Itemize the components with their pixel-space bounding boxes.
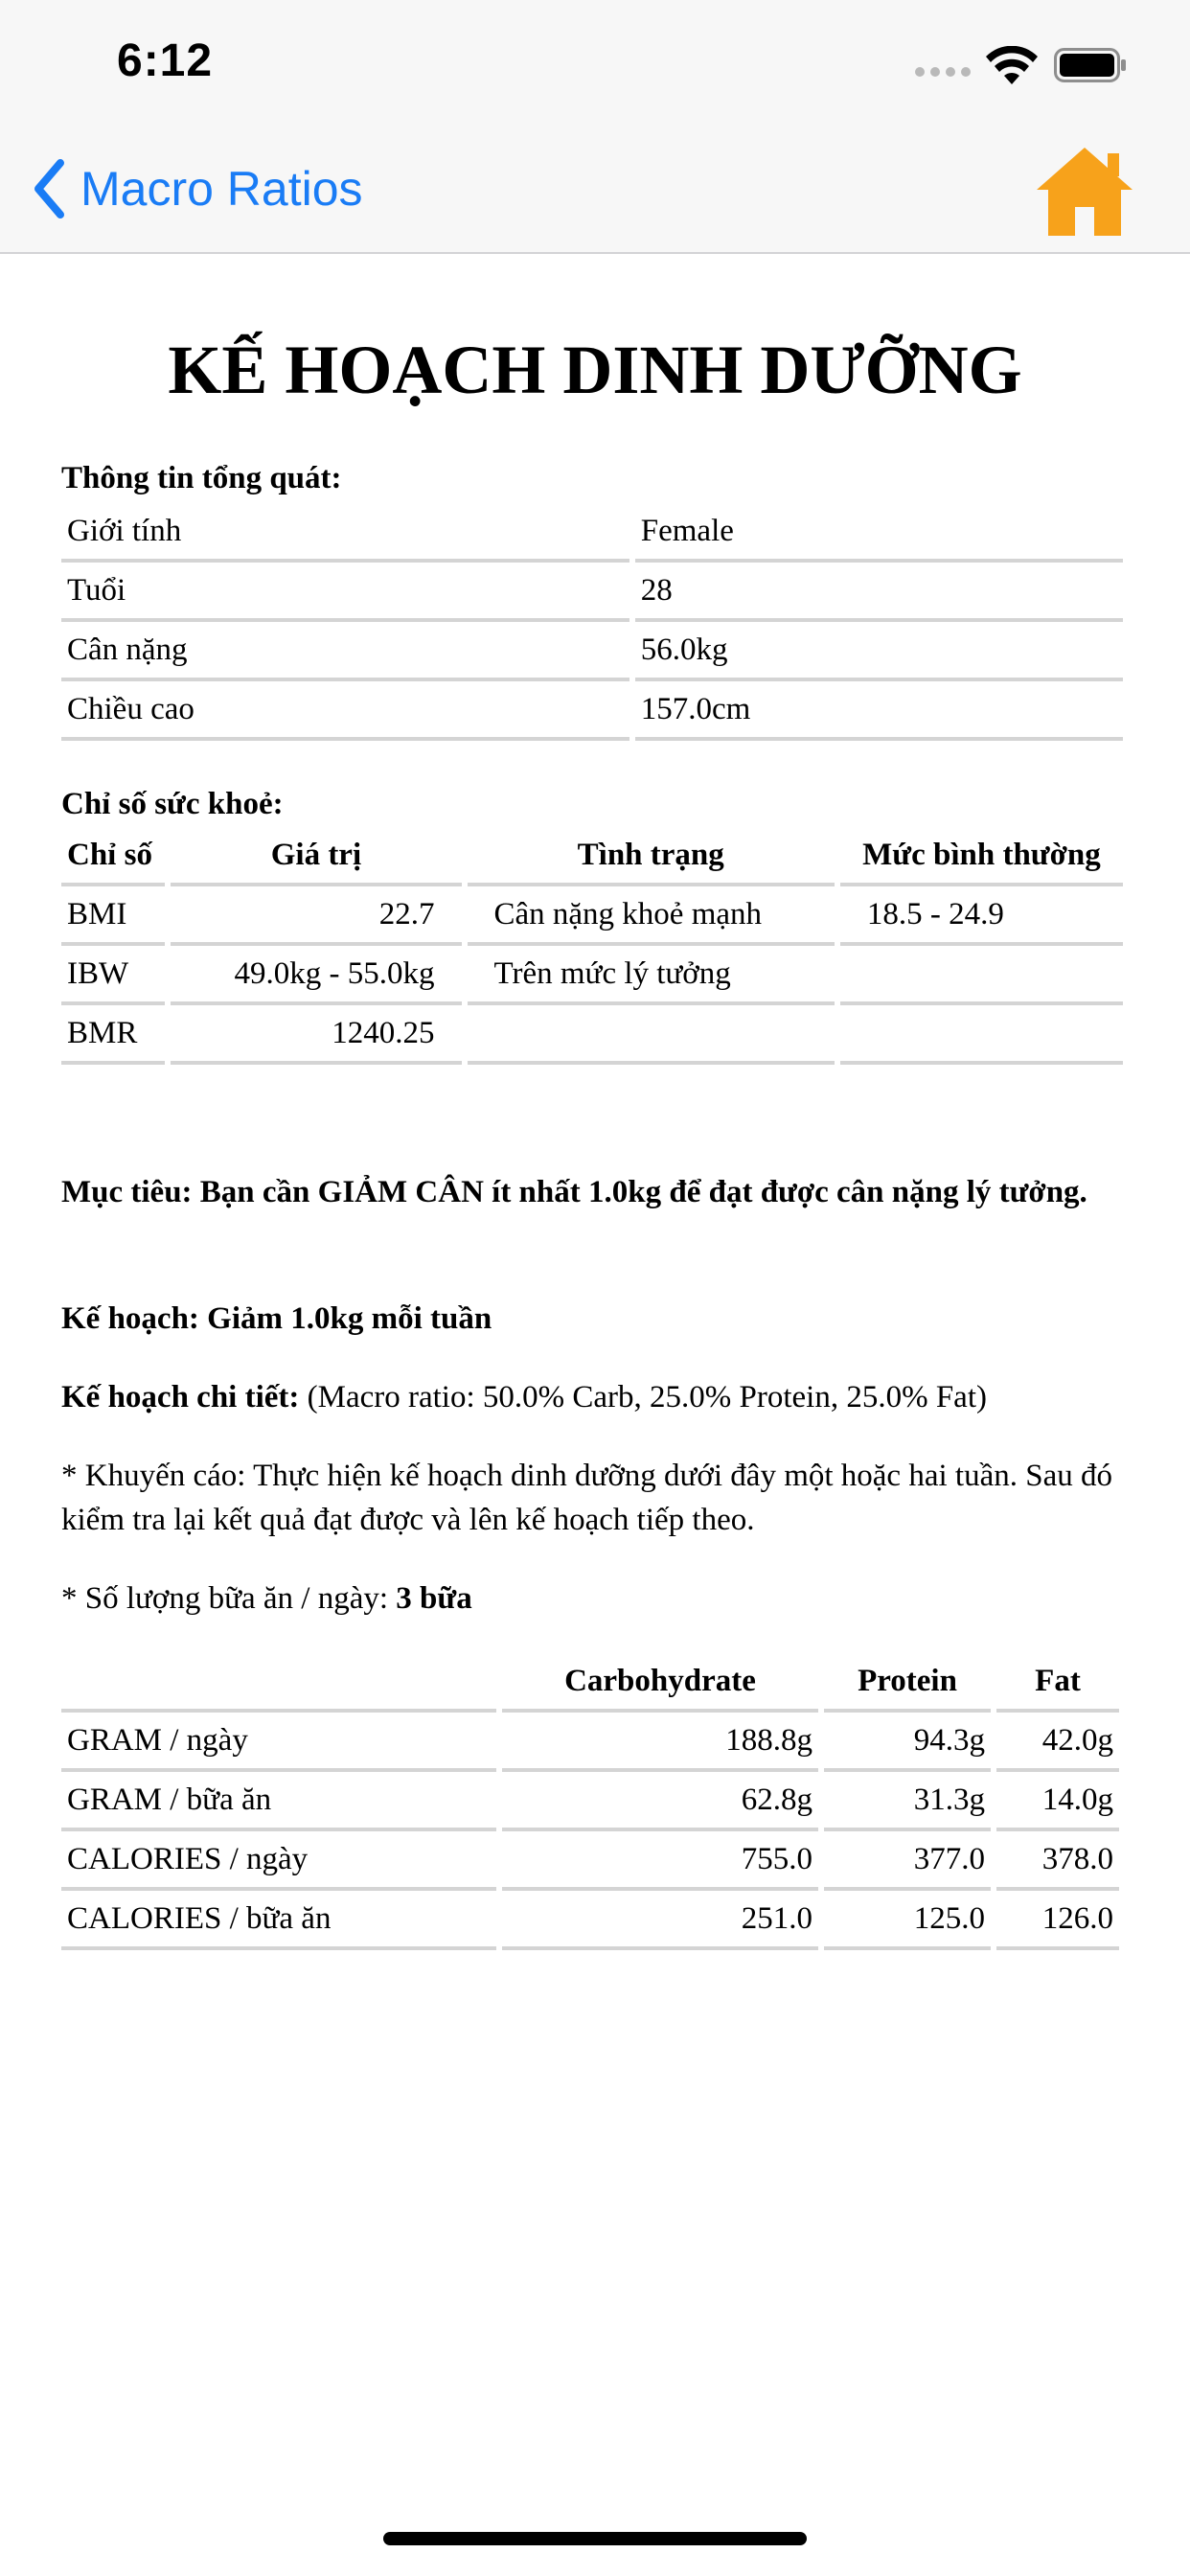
general-label: Cân nặng	[61, 622, 629, 681]
general-info-heading: Thông tin tổng quát:	[61, 461, 342, 495]
table-header-row	[61, 1653, 1119, 1713]
table-row	[61, 622, 1123, 681]
back-button-label: Macro Ratios	[80, 162, 363, 216]
health-index-value: 22.7	[171, 886, 461, 946]
column-header	[61, 1653, 496, 1713]
column-header: Tình trạng	[468, 827, 835, 886]
macro-protein: 31.3g	[824, 1772, 991, 1831]
macro-carb: 755.0	[502, 1831, 818, 1891]
macro-row-label: GRAM / ngày	[61, 1713, 496, 1772]
health-index-name: BMI	[61, 886, 165, 946]
goal-label: Mục tiêu:	[61, 1175, 193, 1209]
general-label: Tuổi	[61, 563, 629, 622]
macro-fat: 42.0g	[996, 1713, 1119, 1772]
health-index-value: 1240.25	[171, 1005, 461, 1065]
macro-carb: 62.8g	[502, 1772, 818, 1831]
column-header: Giá trị	[171, 827, 461, 886]
general-value: 56.0kg	[635, 622, 1123, 681]
plan-paragraph	[61, 1297, 1134, 1341]
macro-table	[56, 1653, 1125, 1950]
health-index-normal	[840, 946, 1123, 1005]
health-index-status: Trên mức lý tưởng	[468, 946, 835, 1005]
macro-row-label: CALORIES / bữa ăn	[61, 1891, 496, 1950]
goal-text: Bạn cần GIẢM CÂN ít nhất 1.0kg để đạt được cân nặng lý tưởng.	[199, 1175, 1087, 1209]
macro-row-label: GRAM / bữa ăn	[61, 1772, 496, 1831]
back-button[interactable]	[33, 155, 363, 222]
health-index-table	[56, 827, 1129, 1065]
column-header: Fat	[996, 1653, 1119, 1713]
wifi-icon	[985, 46, 1039, 84]
table-row	[61, 681, 1123, 741]
general-value: 28	[635, 563, 1123, 622]
meals-value: 3 bữa	[396, 1581, 472, 1616]
table-row	[61, 1005, 1123, 1065]
column-header: Mức bình thường	[840, 827, 1123, 886]
health-index-status	[468, 1005, 835, 1065]
general-value: 157.0cm	[635, 681, 1123, 741]
macro-row-label: CALORIES / ngày	[61, 1831, 496, 1891]
cellular-signal-icon	[915, 67, 973, 80]
table-row	[61, 1772, 1119, 1831]
navigation-bar	[0, 126, 1190, 254]
table-header-row	[61, 827, 1123, 886]
macro-fat: 126.0	[996, 1891, 1119, 1950]
status-bar	[0, 0, 1190, 126]
health-index-name: IBW	[61, 946, 165, 1005]
macro-protein: 377.0	[824, 1831, 991, 1891]
home-icon[interactable]	[1035, 146, 1134, 238]
meals-label: * Số lượng bữa ăn / ngày:	[61, 1581, 389, 1616]
health-index-value: 49.0kg - 55.0kg	[171, 946, 461, 1005]
table-row	[61, 1713, 1119, 1772]
column-header: Carbohydrate	[502, 1653, 818, 1713]
table-row	[61, 563, 1123, 622]
general-info-table	[56, 503, 1129, 741]
plan-detail-paragraph	[61, 1375, 1134, 1419]
page-title: KẾ HOẠCH DINH DƯỠNG	[168, 332, 1022, 408]
home-indicator[interactable]	[383, 2532, 807, 2545]
health-index-normal	[840, 1005, 1123, 1065]
macro-protein: 94.3g	[824, 1713, 991, 1772]
table-row	[61, 946, 1123, 1005]
macro-fat: 378.0	[996, 1831, 1119, 1891]
general-label: Giới tính	[61, 503, 629, 563]
table-row	[61, 1891, 1119, 1950]
general-value: Female	[635, 503, 1123, 563]
recommendation-paragraph: * Khuyến cáo: Thực hiện kế hoạch dinh dưỡng dưới đây một hoặc hai tuần. Sau đó kiểm tra lại kết quả đạt được và lên kế hoạch tiếp theo.	[61, 1459, 1112, 1537]
macro-protein: 125.0	[824, 1891, 991, 1950]
general-label: Chiều cao	[61, 681, 629, 741]
battery-icon	[1054, 48, 1127, 82]
chevron-left-icon	[33, 159, 65, 218]
meals-paragraph	[61, 1576, 1134, 1621]
column-header: Protein	[824, 1653, 991, 1713]
goal-paragraph	[61, 1170, 1134, 1214]
table-row	[61, 503, 1123, 563]
macro-fat: 14.0g	[996, 1772, 1119, 1831]
macro-carb: 251.0	[502, 1891, 818, 1950]
status-time: 6:12	[117, 35, 214, 86]
table-row	[61, 886, 1123, 946]
health-index-normal: 18.5 - 24.9	[840, 886, 1123, 946]
table-row	[61, 1831, 1119, 1891]
macro-carb: 188.8g	[502, 1713, 818, 1772]
health-index-heading: Chỉ số sức khoẻ:	[61, 787, 284, 821]
health-index-name: BMR	[61, 1005, 165, 1065]
column-header: Chỉ số	[61, 827, 165, 886]
plan-detail-text: (Macro ratio: 50.0% Carb, 25.0% Protein, 25.0% Fat)	[307, 1380, 987, 1414]
health-index-status: Cân nặng khoẻ mạnh	[468, 886, 835, 946]
plan-detail-label: Kế hoạch chi tiết:	[61, 1380, 300, 1414]
plan-label: Kế hoạch:	[61, 1301, 199, 1336]
plan-text: Giảm 1.0kg mỗi tuần	[207, 1301, 492, 1336]
